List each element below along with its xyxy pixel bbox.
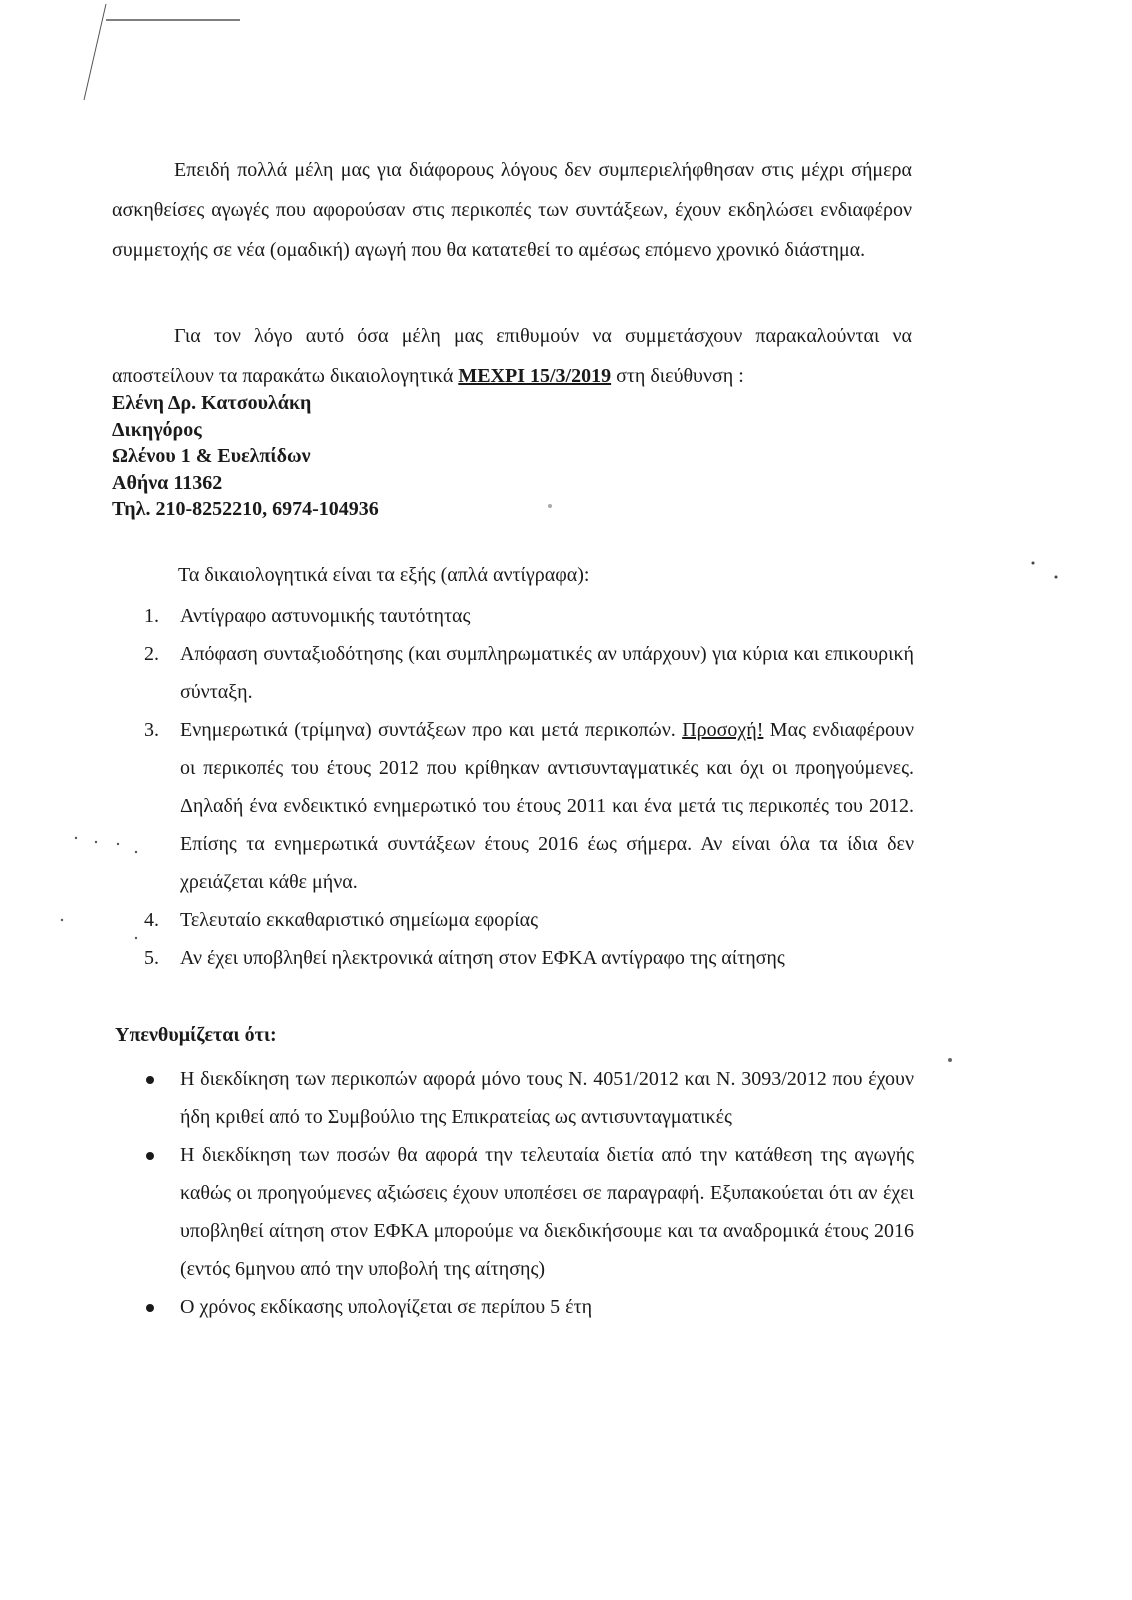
scan-speck	[548, 504, 552, 508]
bullet-icon	[146, 1076, 154, 1084]
address-phone: Τηλ. 210-8252210, 6974-104936	[112, 498, 379, 520]
scan-line-diagonal	[84, 4, 106, 100]
scan-speck	[75, 837, 77, 839]
list-item-text-end: Μας ενδιαφέρουν οι περικοπές του έτους 2012 που κρίθηκαν αντισυνταγματικές και όχι οι προηγούμενες. Δηλαδή ένα ενδεικτικό ενημερωτικό του έτους 2011 και ένα μετά τις περικοπές του 2012. Επίσης τα ενημερωτικά συντάξεων έτους 2016 έως σήμερα. Αν είναι όλα τα ίδια δεν χρειάζεται κάθε μήνα.	[180, 719, 915, 893]
list-item-text: Αντίγραφο αστυνομικής ταυτότητας	[180, 605, 471, 627]
address-street: Ωλένου 1 & Ευελπίδων	[112, 445, 311, 467]
list-number: 5.	[144, 947, 159, 969]
address-city: Αθήνα 11362	[112, 471, 223, 494]
scan-speck	[95, 841, 97, 843]
lawyer-profession: Δικηγόρος	[112, 418, 202, 441]
deadline-date: ΜΕΧΡΙ 15/3/2019	[458, 365, 612, 387]
list-number: 2.	[144, 643, 159, 665]
intro-paragraph: Επειδή πολλά μέλη μας για διάφορους λόγους δεν συμπεριελήφθησαν στις μέχρι σήμερα ασκηθείσες αγωγές που αφορούσαν στις περικοπές των συντάξεων, έχουν εκδηλώσει ενδιαφέρον συμμετοχής σε νέα (ομαδική) αγωγή που θα κατατεθεί το αμέσως επόμενο χρονικό διάστημα.	[112, 159, 912, 261]
reminders-list	[144, 1060, 914, 1326]
bullet-text: Ο χρόνος εκδίκασης υπολογίζεται σε περίπου 5 έτη	[180, 1296, 593, 1318]
bullet-item	[144, 1288, 914, 1326]
list-item	[144, 939, 914, 977]
scan-speck	[1055, 576, 1058, 579]
list-item-text: Αν έχει υποβληθεί ηλεκτρονικά αίτηση στον ΕΦΚΑ αντίγραφο της αίτησης	[180, 947, 785, 969]
list-item-text: Απόφαση συνταξιοδότησης (και συμπληρωματικές αν υπάρχουν) για κύρια και επικουρική σύνταξη.	[180, 643, 914, 703]
list-number: 3.	[144, 719, 159, 741]
list-item	[144, 597, 914, 635]
list-number: 1.	[144, 605, 159, 627]
documents-intro: Τα δικαιολογητικά είναι τα εξής (απλά αντίγραφα):	[178, 564, 590, 586]
documents-list	[144, 597, 914, 977]
scan-speck	[1032, 562, 1035, 565]
attention-note: Προσοχή!	[682, 719, 764, 741]
bullet-text: Η διεκδίκηση των περικοπών αφορά μόνο τους Ν. 4051/2012 και Ν. 3093/2012 που έχουν ήδη κριθεί από το Συμβούλιο της Επικρατείας ως αντισυνταγματικές	[180, 1068, 914, 1128]
scan-speck	[948, 1058, 952, 1062]
scan-speck	[61, 919, 63, 921]
request-text-end: στη διεύθυνση :	[611, 365, 744, 387]
scan-speck	[117, 843, 119, 845]
bullet-item	[144, 1060, 914, 1136]
bullet-icon	[146, 1304, 154, 1312]
address-block	[112, 390, 379, 523]
scan-speck	[135, 937, 137, 939]
bullet-text: Η διεκδίκηση των ποσών θα αφορά την τελευταία διετία από την κατάθεση της αγωγής καθώς οι προηγούμενες αξιώσεις έχουν υποπέσει σε παραγραφή. Εξυπακούεται ότι αν έχει υποβληθεί αίτηση στον ΕΦΚΑ μπορούμε να διεκδικήσουμε και τα αναδρομικά έτους 2016 (εντός 6μηνου από την υποβολή της αίτησης)	[180, 1144, 914, 1280]
bullet-item	[144, 1136, 914, 1288]
bullet-icon	[146, 1152, 154, 1160]
list-item-text: Τελευταίο εκκαθαριστικό σημείωμα εφορίας	[180, 909, 539, 931]
list-item-text: Ενημερωτικά (τρίμηνα) συντάξεων προ και μετά περικοπών.	[180, 719, 683, 741]
request-paragraph	[112, 316, 912, 396]
list-item	[144, 635, 914, 711]
list-item	[144, 711, 914, 901]
reminders-title: Υπενθυμίζεται ότι:	[115, 1024, 277, 1046]
list-item	[144, 901, 914, 939]
scan-speck	[135, 851, 137, 853]
request-text: Για τον λόγο αυτό όσα μέλη μας επιθυμούν να συμμετάσχουν παρακαλούνται να αποστείλουν τα παρακάτω δικαιολογητικά	[112, 325, 912, 387]
list-number: 4.	[144, 909, 159, 931]
lawyer-name: Ελένη Δρ. Κατσουλάκη	[112, 392, 312, 414]
